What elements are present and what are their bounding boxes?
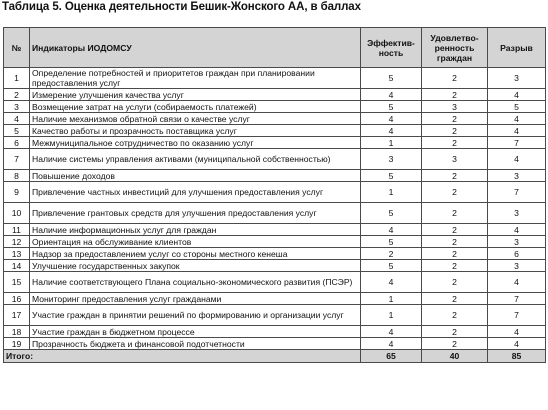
- row-number: 6: [4, 137, 30, 149]
- header-row: [4, 28, 546, 68]
- row-satisfaction: 2: [422, 113, 488, 125]
- row-number: 1: [4, 68, 30, 89]
- row-indicator: Ориентация на обслуживание клиентов: [30, 236, 361, 248]
- total-row: [4, 350, 546, 363]
- row-number: 10: [4, 203, 30, 224]
- row-gap: 4: [488, 125, 546, 137]
- table-row: [4, 326, 546, 338]
- row-indicator: Возмещение затрат на услуги (собираемость платежей): [30, 101, 361, 113]
- row-number: 3: [4, 101, 30, 113]
- row-satisfaction: 2: [422, 203, 488, 224]
- row-satisfaction: 2: [422, 326, 488, 338]
- table-row: [4, 149, 546, 170]
- table-row: [4, 260, 546, 272]
- table-row: [4, 182, 546, 203]
- row-indicator: Измерение улучшения качества услуг: [30, 89, 361, 101]
- header-number: №: [4, 28, 30, 68]
- table-row: [4, 224, 546, 236]
- row-effectiveness: 5: [361, 260, 422, 272]
- total-label: Итого:: [4, 350, 361, 363]
- row-satisfaction: 2: [422, 272, 488, 293]
- row-gap: 3: [488, 170, 546, 182]
- row-number: 13: [4, 248, 30, 260]
- row-effectiveness: 4: [361, 224, 422, 236]
- row-effectiveness: 5: [361, 203, 422, 224]
- row-effectiveness: 4: [361, 326, 422, 338]
- row-gap: 4: [488, 149, 546, 170]
- row-indicator: Межмуниципальное сотрудничество по оказанию услуг: [30, 137, 361, 149]
- table-row: [4, 170, 546, 182]
- row-satisfaction: 2: [422, 236, 488, 248]
- row-satisfaction: 2: [422, 89, 488, 101]
- row-gap: 3: [488, 68, 546, 89]
- row-effectiveness: 1: [361, 182, 422, 203]
- row-gap: 4: [488, 272, 546, 293]
- row-gap: 4: [488, 326, 546, 338]
- row-indicator: Участие граждан в бюджетном процессе: [30, 326, 361, 338]
- header-gap: Разрыв: [488, 28, 546, 68]
- row-effectiveness: 5: [361, 236, 422, 248]
- row-gap: 4: [488, 338, 546, 350]
- row-indicator: Прозрачность бюджета и финансовой подотчетности: [30, 338, 361, 350]
- row-number: 4: [4, 113, 30, 125]
- header-indicator: Индикаторы ИОДОМСУ: [30, 28, 361, 68]
- row-satisfaction: 2: [422, 224, 488, 236]
- row-number: 14: [4, 260, 30, 272]
- row-number: 17: [4, 305, 30, 326]
- table-row: [4, 293, 546, 305]
- row-satisfaction: 2: [422, 248, 488, 260]
- row-indicator: Надзор за предоставлением услуг со стороны местного кенеша: [30, 248, 361, 260]
- row-effectiveness: 4: [361, 125, 422, 137]
- row-satisfaction: 2: [422, 293, 488, 305]
- row-effectiveness: 1: [361, 137, 422, 149]
- total-satisfaction: 40: [422, 350, 488, 363]
- row-number: 18: [4, 326, 30, 338]
- row-effectiveness: 1: [361, 305, 422, 326]
- row-number: 19: [4, 338, 30, 350]
- table-row: [4, 248, 546, 260]
- table-row: [4, 137, 546, 149]
- row-indicator: Улучшение государственных закупок: [30, 260, 361, 272]
- row-satisfaction: 2: [422, 170, 488, 182]
- row-gap: 7: [488, 137, 546, 149]
- table-row: [4, 89, 546, 101]
- row-effectiveness: 4: [361, 89, 422, 101]
- row-effectiveness: 4: [361, 272, 422, 293]
- row-indicator: Привлечение частных инвестиций для улучшения предоставления услуг: [30, 182, 361, 203]
- row-gap: 6: [488, 248, 546, 260]
- row-effectiveness: 4: [361, 113, 422, 125]
- table-row: [4, 203, 546, 224]
- row-satisfaction: 2: [422, 260, 488, 272]
- row-indicator: Наличие соответствующего Плана социально-экономического развития (ПСЭР): [30, 272, 361, 293]
- table-body: [4, 68, 546, 363]
- row-indicator: Наличие механизмов обратной связи о качестве услуг: [30, 113, 361, 125]
- row-effectiveness: 5: [361, 170, 422, 182]
- row-gap: 4: [488, 224, 546, 236]
- row-gap: 4: [488, 113, 546, 125]
- assessment-table: [3, 27, 546, 363]
- row-number: 16: [4, 293, 30, 305]
- table-row: [4, 68, 546, 89]
- row-indicator: Повышение доходов: [30, 170, 361, 182]
- row-satisfaction: 2: [422, 305, 488, 326]
- row-gap: 5: [488, 101, 546, 113]
- row-satisfaction: 2: [422, 68, 488, 89]
- row-effectiveness: 2: [361, 248, 422, 260]
- row-gap: 7: [488, 293, 546, 305]
- row-effectiveness: 3: [361, 149, 422, 170]
- header-satisfaction: Удовлетво-ренность граждан: [422, 28, 488, 68]
- row-number: 15: [4, 272, 30, 293]
- row-effectiveness: 4: [361, 338, 422, 350]
- row-satisfaction: 2: [422, 125, 488, 137]
- row-number: 8: [4, 170, 30, 182]
- row-number: 9: [4, 182, 30, 203]
- table-row: [4, 113, 546, 125]
- row-satisfaction: 3: [422, 149, 488, 170]
- row-gap: 3: [488, 260, 546, 272]
- table-caption: Таблица 5. Оценка деятельности Бешик-Жонского АА, в баллах: [2, 1, 361, 13]
- row-number: 11: [4, 224, 30, 236]
- row-effectiveness: 1: [361, 293, 422, 305]
- row-satisfaction: 2: [422, 137, 488, 149]
- row-effectiveness: 5: [361, 68, 422, 89]
- row-gap: 7: [488, 182, 546, 203]
- table-row: [4, 125, 546, 137]
- row-indicator: Мониторинг предоставления услуг гражданами: [30, 293, 361, 305]
- row-satisfaction: 2: [422, 338, 488, 350]
- row-number: 12: [4, 236, 30, 248]
- table-row: [4, 101, 546, 113]
- row-indicator: Качество работы и прозрачность поставщика услуг: [30, 125, 361, 137]
- row-gap: 3: [488, 236, 546, 248]
- row-indicator: Наличие информационных услуг для граждан: [30, 224, 361, 236]
- row-indicator: Участие граждан в принятии решений по формированию и организации услуг: [30, 305, 361, 326]
- table-row: [4, 272, 546, 293]
- row-effectiveness: 5: [361, 101, 422, 113]
- table-row: [4, 305, 546, 326]
- row-number: 7: [4, 149, 30, 170]
- row-gap: 7: [488, 305, 546, 326]
- total-effectiveness: 65: [361, 350, 422, 363]
- row-satisfaction: 2: [422, 182, 488, 203]
- table-row: [4, 236, 546, 248]
- row-indicator: Привлечение грантовых средств для улучшения предоставления услуг: [30, 203, 361, 224]
- header-effectiveness: Эффектив-ность: [361, 28, 422, 68]
- row-indicator: Определение потребностей и приоритетов граждан при планировании предоставления услуг: [30, 68, 361, 89]
- row-gap: 4: [488, 89, 546, 101]
- row-indicator: Наличие системы управления активами (муниципальной собственностью): [30, 149, 361, 170]
- table-row: [4, 338, 546, 350]
- total-gap: 85: [488, 350, 546, 363]
- row-number: 5: [4, 125, 30, 137]
- row-number: 2: [4, 89, 30, 101]
- row-gap: 3: [488, 203, 546, 224]
- row-satisfaction: 3: [422, 101, 488, 113]
